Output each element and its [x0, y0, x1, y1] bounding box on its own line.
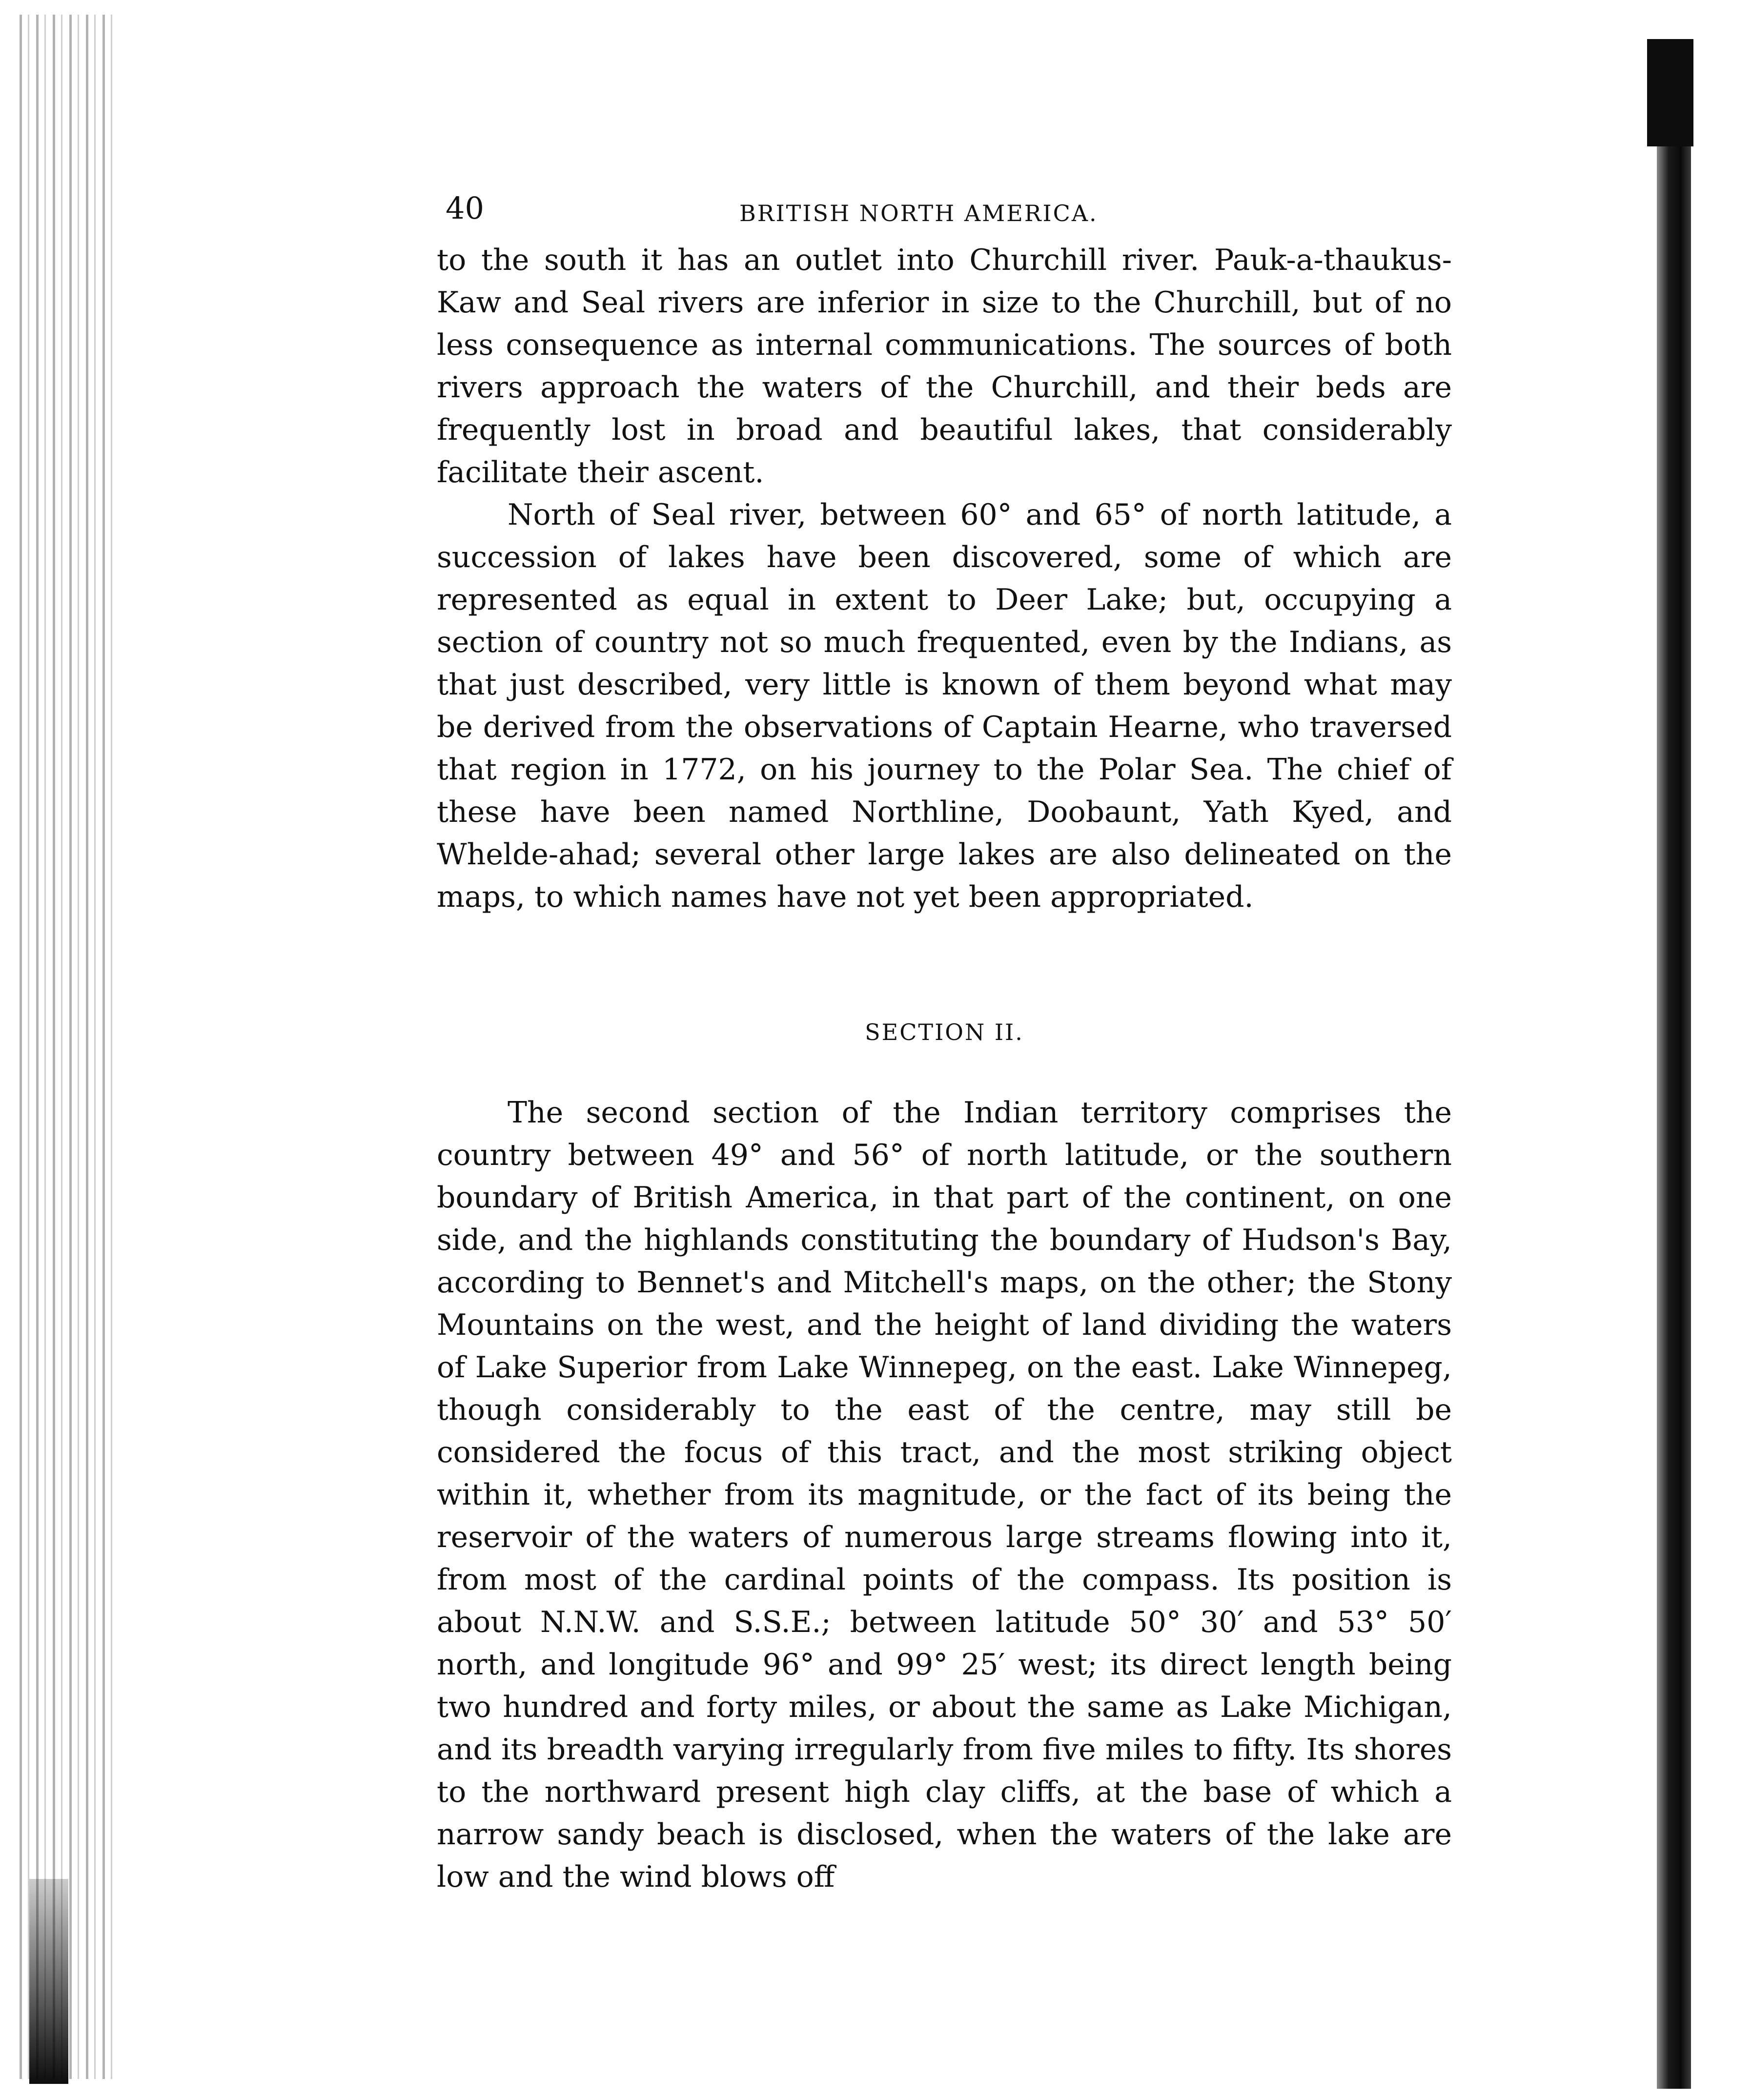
- scan-edge-right: [1657, 39, 1691, 2089]
- scan-edge-right-top: [1647, 39, 1693, 146]
- section-heading: SECTION II.: [865, 1019, 1024, 1045]
- running-head: [437, 185, 1452, 239]
- scan-edge-left-bottom: [29, 1879, 68, 2084]
- paragraph-3: The second section of the Indian territory comprises the country between 49° and 56° of north latitude, or the southern boundary of British America, in that part of the continent, on one side, and the highlands constituting the boundary of Hudson's Bay, according to Bennet's and Mitchell's maps, on the other; the Stony Mountains on the west, and the height of land dividing the waters of Lake Superior from Lake Winnepeg, on the east. Lake Winnepeg, though considerably to the east of the centre, may still be considered the focus of this tract, and the most striking object within it, whether from its magnitude, or the fact of its being the reservoir of the waters of numerous large streams flowing into it, from most of the cardinal points of the compass. Its position is about N.N.W. and S.S.E.; between latitude 50° 30′ and 53° 50′ north, and longitude 96° and 99° 25′ west; its direct length being two hundred and forty miles, or about the same as Lake Michigan, and its breadth varying irregularly from five miles to fifty. Its shores to the northward present high clay cliffs, at the base of which a narrow sandy beach is disclosed, when the waters of the lake are low and the wind blows off: [437, 1096, 1452, 1894]
- scan-edge-left: [20, 15, 112, 2079]
- paragraph-2: North of Seal river, between 60° and 65° of north latitude, a succession of lakes have been discovered, some of which are represented as equal in extent to Deer Lake; but, occupying a section of country not so much frequented, even by the Indians, as that just described, very little is known of them beyond what may be derived from the observations of Captain Hearne, who traversed that region in 1772, on his journey to the Polar Sea. The chief of these have been named Northline, Doobaunt, Yath Kyed, and Whelde-ahad; several other large lakes are also delineated on the maps, to which names have not yet been appropriated.: [437, 498, 1452, 914]
- paragraph-1: to the south it has an outlet into Churchill river. Pauk-a-thaukus-Kaw and Seal rivers are inferior in size to the Churchill, but of no less consequence as internal communications. The sources of both rivers approach the waters of the Churchill, and their beds are frequently lost in broad and beautiful lakes, that considerably facilitate their ascent.: [437, 243, 1452, 489]
- running-title: BRITISH NORTH AMERICA.: [739, 200, 1098, 226]
- body-text: [437, 239, 1452, 1898]
- page-number: 40: [446, 190, 484, 226]
- book-page: [437, 185, 1452, 1898]
